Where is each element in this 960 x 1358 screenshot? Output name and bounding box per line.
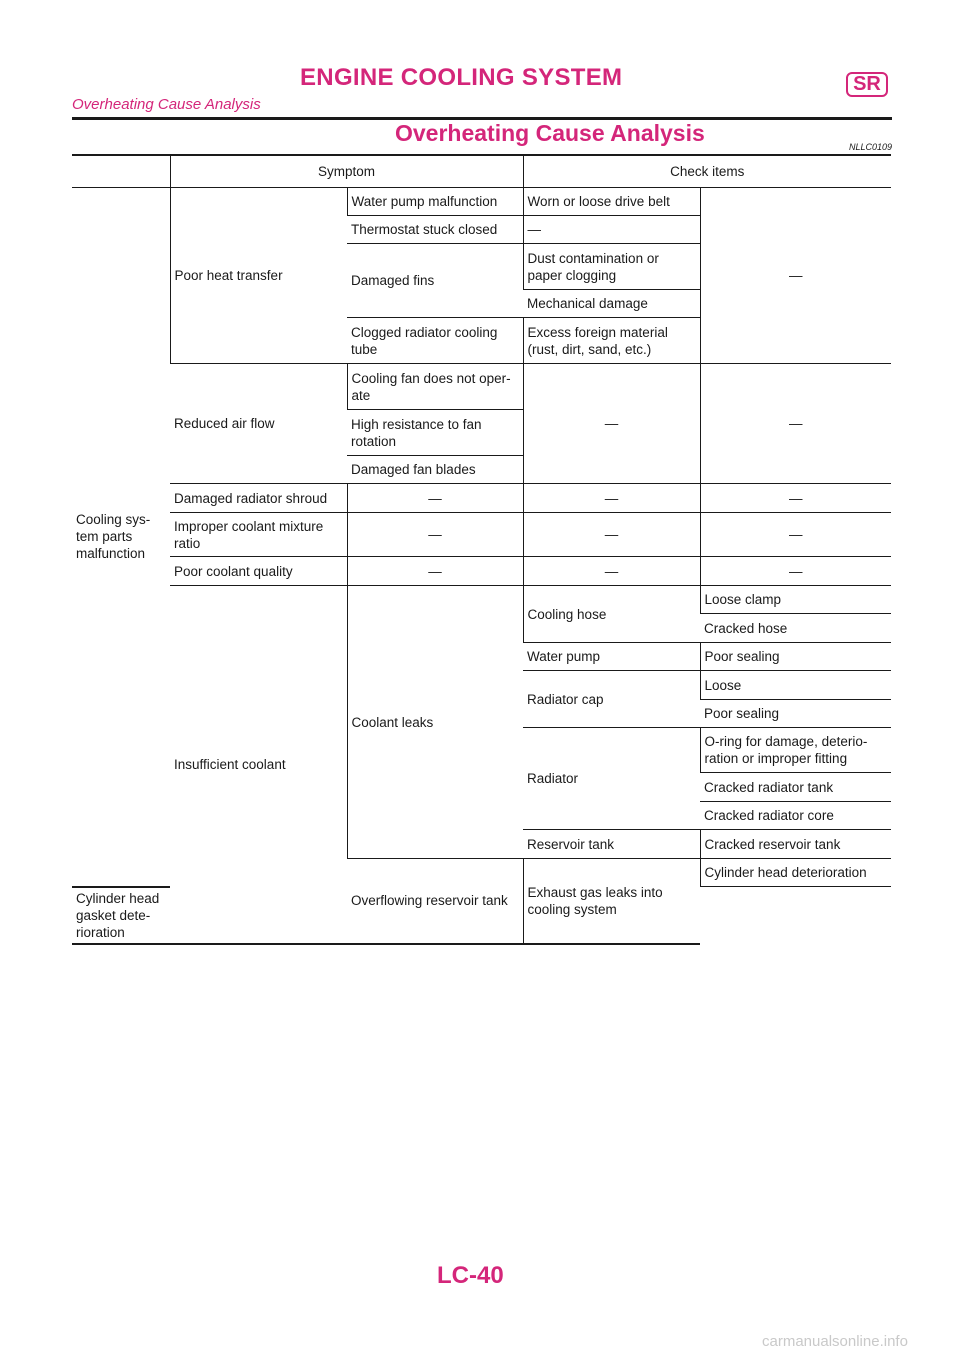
table-row [72,513,891,557]
cell: Cracked reservoir tank [700,830,891,859]
dash-cell: — [700,364,891,484]
cell: Loose [700,671,891,700]
category-label: Cooling sys- tem parts malfunction [76,512,151,562]
section-title: ENGINE COOLING SYSTEM [300,64,623,91]
cell [523,859,700,944]
symptom-cell: Damaged radiator shroud [170,484,347,513]
symptom-cell: Poor heat transfer [170,188,347,364]
header-blank-cell [72,155,170,188]
cell-text: Dust contamination or paper clogging [527,250,659,283]
cell: Cracked radiator core [700,802,891,830]
table-row [72,364,891,410]
cell-text: Clogged radiator cooling tube [351,324,498,357]
cell: Cooling hose [523,586,700,643]
cell-text: Cooling fan does not oper- ate [351,370,511,403]
dash-cell: — [700,557,891,586]
dash-cell: — [347,557,523,586]
cell-text: Improper coolant mixture ratio [174,518,324,551]
engine-badge: SR [846,72,888,97]
cell-text: O-ring for damage, deterio- ration or improper fitting [704,734,868,766]
cell: Poor sealing [700,700,891,728]
cell [72,887,170,944]
cell [700,728,891,773]
cell: Water pump malfunction [347,188,523,216]
page-title: Overheating Cause Analysis [395,120,705,146]
cell: Cracked hose [700,614,891,643]
overheating-cause-table [72,154,891,945]
cell [523,318,700,364]
dash-cell: — [523,364,700,484]
cell: Worn or loose drive belt [523,188,700,216]
dash-cell: — [700,513,891,557]
cell: Mechanical damage [523,290,700,318]
cell: Radiator [523,728,700,830]
dash-cell: — [523,513,700,557]
cell [523,244,700,290]
cell: Coolant leaks [347,586,523,859]
table-row [72,586,891,614]
watermark: carmanualsonline.info [762,1333,908,1350]
table-row [72,188,891,216]
dash-cell: — [700,188,891,364]
header-symptom: Symptom [170,155,523,188]
table-row [72,484,891,513]
cell: Cylinder head deterioration [700,859,891,887]
dash-cell: — [347,484,523,513]
section-subtitle: Overheating Cause Analysis [72,96,261,113]
cell [347,364,523,410]
cell: Overflowing reservoir tank [347,859,523,944]
page-number: LC-40 [437,1262,504,1289]
dash-cell: — [523,484,700,513]
cell-text: Excess foreign material (rust, dirt, sand, etc.) [527,324,668,357]
cell-text: Exhaust gas leaks into cooling system [527,884,663,917]
cell: Thermostat stuck closed [347,216,523,244]
header-check-items: Check items [523,155,891,188]
cell-text: Cylinder head gasket dete- rioration [76,890,160,940]
cell: Loose clamp [700,586,891,614]
table-row [72,557,891,586]
dash-cell: — [700,484,891,513]
dash-cell: — [523,216,700,244]
cell: Poor sealing [700,643,891,671]
symptom-cell: Reduced air flow [170,364,347,484]
cell: Damaged fan blades [347,456,523,484]
dash-cell: — [523,557,700,586]
cell [347,318,523,364]
cell: Water pump [523,643,700,671]
symptom-cell [170,513,347,557]
category-cell [72,188,170,887]
symptom-cell: Poor coolant quality [170,557,347,586]
symptom-cell: Insufficient coolant [170,586,347,944]
cell: Cracked radiator tank [700,773,891,802]
cell: Damaged fins [347,244,523,318]
cell-text: High resistance to fan rotation [351,416,482,449]
cell [347,410,523,456]
reference-code: NLLC0109 [848,142,892,152]
dash-cell: — [347,513,523,557]
cell: Reservoir tank [523,830,700,859]
cell: Radiator cap [523,671,700,728]
table-header-row [72,155,891,188]
